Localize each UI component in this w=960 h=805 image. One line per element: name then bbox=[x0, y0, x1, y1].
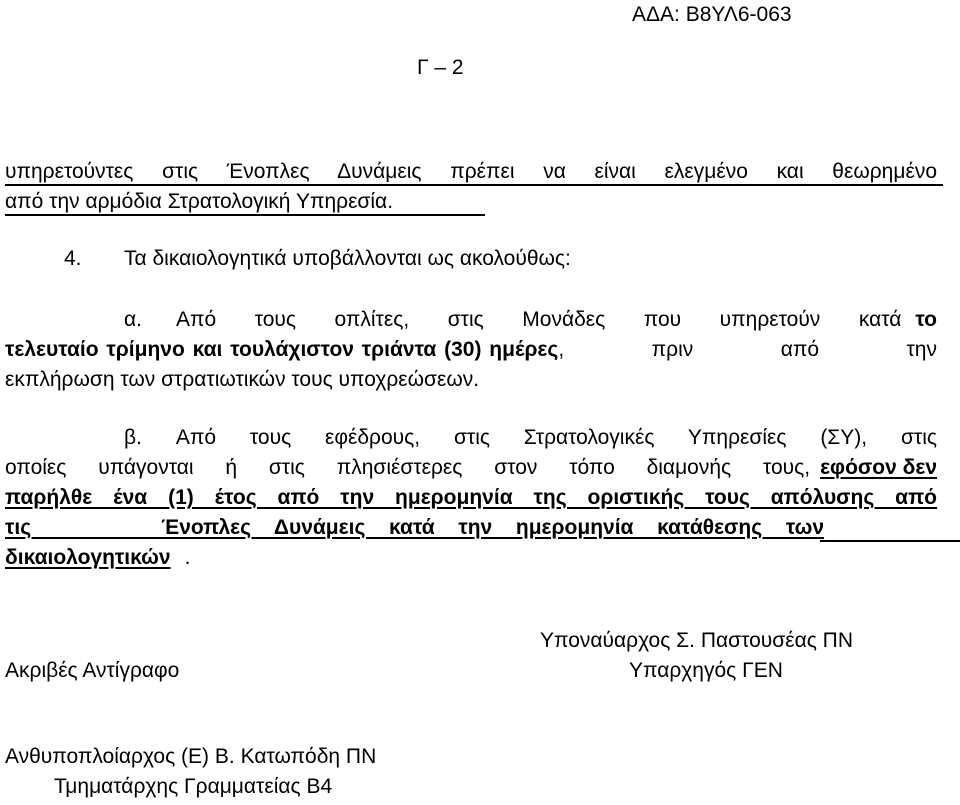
ada-code: ΑΔΑ: Β8ΥΛ6-063 bbox=[632, 3, 792, 26]
signer-name: Υποναύαρχος Σ. Παστουσέας ΠΝ bbox=[540, 629, 854, 652]
alpha-line-1-text: Από τους οπλίτες, στις Μονάδες που υπηρετούν κατά bbox=[175, 308, 902, 331]
beta-line-5-bold: δικαιολογητικών bbox=[5, 546, 171, 569]
beta-line-2-text: οποίες υπάγονται ή στις πλησιέστερες στον τόπο διαμονής τους, bbox=[5, 456, 811, 479]
beta-line-3: παρήλθε ένα (1) έτος από την ημερομηνία της οριστικής τους απόλυσης από bbox=[5, 486, 937, 509]
alpha-marker: α. bbox=[124, 308, 142, 331]
beta-line-5-end: . bbox=[184, 546, 191, 569]
beta-line-2 bbox=[5, 456, 937, 480]
alpha-line-1 bbox=[124, 308, 937, 332]
beta-line-5 bbox=[5, 546, 190, 570]
beta-line-1-text: Από τους εφέδρους, στις Στρατολογικές Υπηρεσίες (ΣΥ), στις bbox=[175, 426, 937, 449]
clerk-title: Τμηματάρχης Γραμματείας Β4 bbox=[54, 775, 333, 798]
clerk-name: Ανθυποπλοίαρχος (Ε) Β. Κατωπόδη ΠΝ bbox=[5, 745, 377, 768]
beta-marker: β. bbox=[124, 426, 142, 449]
alpha-line-2-bold: τελευταίο τρίμηνο και τουλάχιστον τριάντα (30) ημέρες bbox=[5, 338, 559, 361]
underline-rule bbox=[5, 214, 485, 216]
continuation-line-2: από την αρμόδια Στρατολογική Υπηρεσία. bbox=[5, 190, 394, 213]
beta-line-4 bbox=[5, 516, 937, 540]
alpha-line-1-body bbox=[176, 308, 937, 332]
alpha-line-2-text: , πριν από την bbox=[558, 338, 937, 361]
underline-rule bbox=[5, 184, 943, 186]
beta-line-1 bbox=[124, 426, 937, 450]
underline-rule bbox=[820, 540, 960, 542]
beta-line-2-bold: εφόσον δεν bbox=[820, 456, 937, 479]
page-number: Γ – 2 bbox=[417, 56, 464, 79]
alpha-line-1-bold: το bbox=[915, 308, 937, 331]
beta-line-4-text: τις Ένοπλες Δυνάμεις κατά την ημερομηνία κατάθεσης των bbox=[5, 516, 825, 539]
point-4-text: Τα δικαιολογητικά υποβάλλονται ως ακολούθως: bbox=[124, 247, 571, 270]
alpha-line-2 bbox=[5, 338, 937, 362]
signer-title: Υπαρχηγός ΓΕΝ bbox=[629, 659, 783, 682]
point-4-number: 4. bbox=[64, 247, 82, 270]
continuation-line-1: υπηρετούντες στις Ένοπλες Δυνάμεις πρέπει να είναι ελεγμένο και θεωρημένο bbox=[5, 160, 937, 183]
true-copy-label: Ακριβές Αντίγραφο bbox=[5, 659, 180, 682]
alpha-line-3: εκπλήρωση των στρατιωτικών τους υποχρεώσεων. bbox=[5, 368, 480, 391]
